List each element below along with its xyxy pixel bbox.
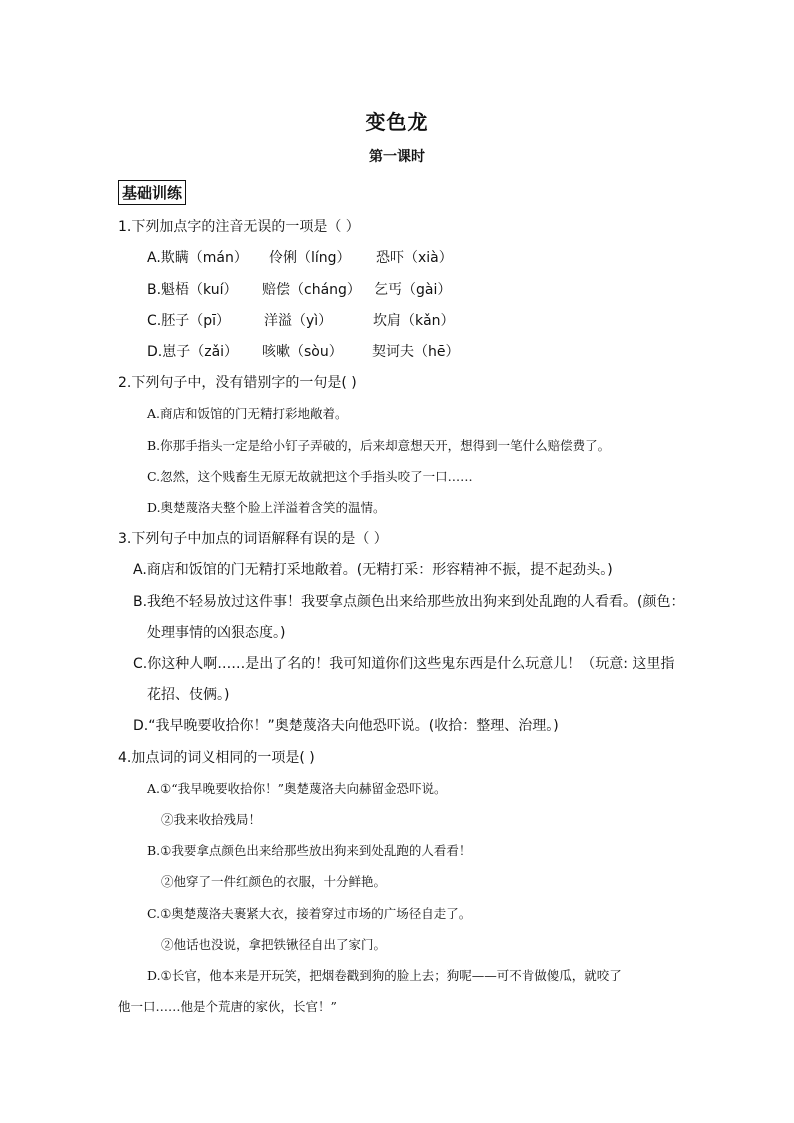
q1-option-b3: 乞丐（gài） [374, 282, 452, 298]
q4-option-a-line2: ②我来收拾残局！ [161, 812, 262, 827]
q2-option-b: B.你那手指头一定是给小钉子弄破的，后来却意想天开，想得到一笔什么赔偿费了。 [147, 438, 611, 453]
q1-option-c2: 洋溢（yì） [264, 313, 333, 329]
q4-stem: 4.加点词的词义相同的一项是( ) [118, 750, 315, 766]
q2-stem: 2.下列句子中，没有错别字的一句是( ) [118, 375, 357, 391]
q1-option-a3: 恐吓（xià） [376, 250, 453, 266]
q3-option-a: A.商店和饭馆的门无精打采地敞着。(无精打采：形容精神不振，提不起劲头。) [133, 562, 613, 578]
q1-option-b2: 赔偿（cháng） [262, 282, 361, 298]
q1-stem: 1.下列加点字的注音无误的一项是（ ） [118, 219, 360, 235]
q3-option-b-line1: B.我绝不轻易放过这件事！我要拿点颜色出来给那些放出狗来到处乱跑的人看看。(颜色： [133, 594, 685, 610]
q1-option-a2: 伶俐（líng） [269, 250, 351, 266]
q1-option-d2: 咳嗽（sòu） [262, 344, 343, 360]
q4-option-c-line2: ②他话也没说，拿把铁锹径自出了家门。 [161, 937, 387, 952]
q4-option-d-line1: D.①长官，他本来是开玩笑，把烟卷戳到狗的脸上去；狗呢——可不肯做傻瓜，就咬了 [147, 968, 622, 983]
q1-option-c1: C.胚子（pī） [147, 313, 231, 329]
page-subtitle: 第一课时 [369, 149, 425, 165]
q3-stem: 3.下列句子中加点的词语解释有误的是（ ） [118, 531, 388, 547]
section-label: 基础训练 [118, 180, 186, 205]
q3-option-c-line2: 花招、伎俩。) [147, 687, 230, 703]
q1-option-a1: A.欺瞒（mán） [147, 250, 248, 266]
q4-option-d-line2: 他一口……他是个荒唐的家伙，长官！” [118, 999, 337, 1014]
q1-option-b1: B.魁梧（kuí） [147, 282, 238, 298]
q4-option-b-line1: B.①我要拿点颜色出来给那些放出狗来到处乱跑的人看看！ [147, 843, 472, 858]
q3-option-c-line1: C.你这种人啊……是出了名的！我可知道你们这些鬼东西是什么玩意儿！（玩意: 这里指 [133, 656, 675, 672]
q1-option-d1: D.崽子（zǎi） [147, 344, 239, 360]
q4-option-a-line1: A.①“我早晚要收拾你！”奥楚蔑洛夫向赫留金恐吓说。 [147, 781, 447, 796]
q1-option-c3: 坎肩（kǎn） [373, 313, 455, 329]
q1-option-d3: 契诃夫（hē） [372, 344, 460, 360]
q3-option-d: D.“我早晚要收拾你！”奥楚蔑洛夫向他恐吓说。(收拾：整理、治理。) [133, 718, 559, 734]
q2-option-c: C.忽然，这个贱畜生无原无故就把这个手指头咬了一口…… [147, 469, 473, 484]
page-title: 变色龙 [365, 110, 429, 134]
q2-option-d: D.奥楚蔑洛夫整个脸上洋溢着含笑的温情。 [147, 500, 386, 515]
q2-option-a: A.商店和饭馆的门无精打彩地敞着。 [147, 406, 348, 421]
q4-option-c-line1: C.①奥楚蔑洛夫裹紧大衣，接着穿过市场的广场径自走了。 [147, 906, 472, 921]
q4-option-b-line2: ②他穿了一件红颜色的衣服，十分鲜艳。 [161, 874, 387, 889]
q3-option-b-line2: 处理事情的凶狠态度。) [147, 625, 286, 641]
